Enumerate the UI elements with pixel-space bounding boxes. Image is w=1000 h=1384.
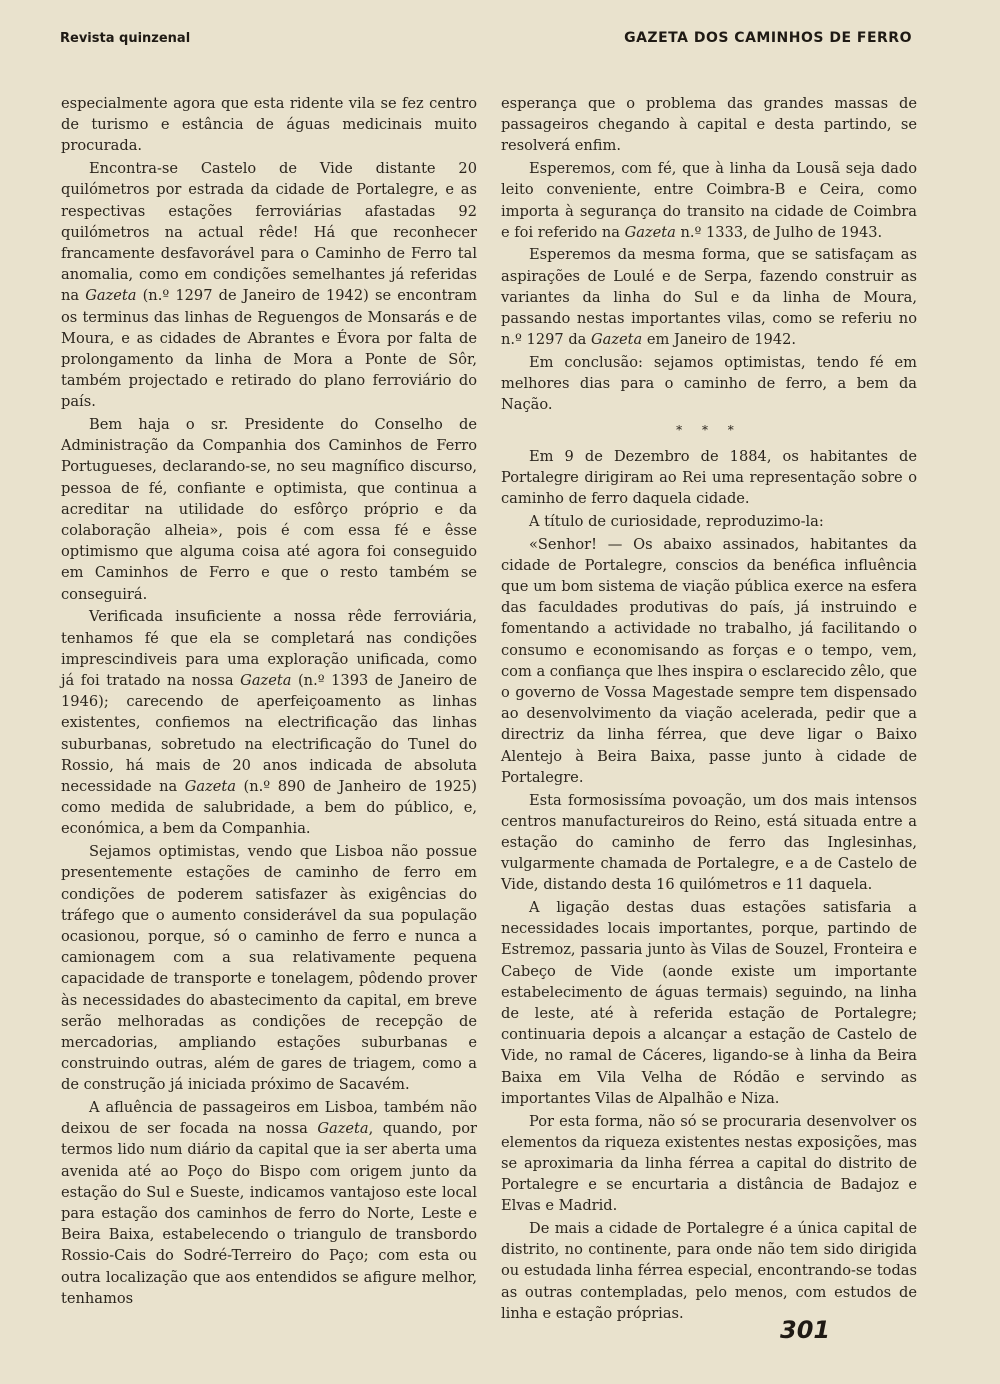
paragraph: Por esta forma, não só se procuraria desenvolver os elementos da riqueza existentes nestas exposições, mas se aproximaria da linha férrea a capital do distrito de Portalegre e se encurtaria a distância de Badajoz e Elvas e Madrid. (501, 1112, 917, 1215)
left-column (61, 93, 477, 1311)
paragraph: Esta formosissíma povoação, um dos mais intensos centros manufactureiros do Reino, está situada entre a estação do caminho de ferro das Inglesinhas, vulgarmente chamada de Portalegre, e a de Castelo de Vide, distando desta 16 quilómetros e 11 daquela. (501, 791, 917, 894)
paragraph: Esperemos da mesma forma, que se satisfaçam as aspirações de Loulé e de Serpa, fazendo construir as variantes da linha do Sul e da linha de Moura, passando nestas importantes vilas, como se referiu no n.º 1297 da Gazeta em Janeiro de 1942. (501, 246, 917, 349)
paragraph: Encontra-se Castelo de Vide distante 20 quilómetros por estrada da cidade de Portalegre, e as respectivas estações ferroviárias afastadas 92 quilómetros na actual rêde! Há que reconhecer francamente desfavorável para o Caminho de Ferro tal anomalia, como em condições semelhantes já referidas na Gazeta (n.º 1297 de Janeiro de 1942) se encontram os terminus das linhas de Reguengos de Monsarás e de Moura, e as cidades de Abrantes e Évora por falta de prolongamento da linha de Mora a Ponte de Sôr, também projectado e retirado do plano ferroviário do país. (61, 160, 477, 411)
paragraph: Verificada insuficiente a nossa rêde ferroviária, tenhamos fé que ela se completará nas condições imprescindiveis para uma exploração unificada, como já foi tratado na nossa Gazeta (n.º 1393 de Janeiro de 1946); carecendo de aperfeiçoamento as linhas existentes, confiemos na electrificação das linhas suburbanas, sobretudo na electrificação do Tunel do Rossio, há mais de 20 anos indicada de absoluta necessidade na Gazeta (n.º 890 de Janheiro de 1925) como medida de salubridade, a bem do público, e, económica, a bem da Companhia. (61, 608, 477, 838)
paragraph: Esperemos, com fé, que à linha da Lousã seja dado leito conveniente, entre Coimbra-B e Ceira, como importa à segurança do transito na cidade de Coimbra e foi referido na Gazeta n.º 1333, de Julho de 1943. (501, 160, 917, 241)
paragraph: esperança que o problema das grandes massas de passageiros chegando à capital e desta partindo, se resolverá enfim. (501, 95, 917, 155)
paragraph: A afluência de passageiros em Lisboa, também não deixou de ser focada na nossa Gazeta, quando, por termos lido num diário da capital que ia ser aberta uma avenida até ao Poço do Bispo com origem junto da estação do Sul e Sueste, indicamos vantajoso este local para estação dos caminhos de ferro do Norte, Leste e Beira Baixa, estabelecendo o triangulo de transbordo Rossio-Cais do Sodré-Terreiro do Paço; com esta ou outra localização que aos entendidos se afigure melhor, tenhamos (61, 1099, 477, 1307)
paragraph: De mais a cidade de Portalegre é a única capital de distrito, no continente, para onde não tem sido dirigida ou estudada linha férrea especial, encontrando-se todas as outras contempladas, pelo menos, com estudos de linha e estação próprias. (501, 1220, 917, 1322)
page-number: 301 (780, 1316, 831, 1344)
header-publication-title: GAZETA DOS CAMINHOS DE FERRO (624, 30, 912, 46)
paragraph: «Senhor! — Os abaixo assinados, habitantes da cidade de Portalegre, conscios da benéfica influência que um bom sistema de viação pública exerce na esfera das faculdades produtivas do país, já instruindo e fomentando a actividade no trabalho, já facilitando o consumo e economisando as forças e o tempo, vem, com a confiança que lhes inspira o esclarecido zêlo, que o governo de Vossa Magestade sempre tem dispensado ao desenvolvimento da viação acelerada, pedir que a directriz da linha férrea, que deve ligar o Baixo Alentejo à Beira Baixa, passe junto à cidade de Portalegre. (501, 535, 917, 786)
paragraph: A ligação destas duas estações satisfaria a necessidades locais importantes, porque, partindo de Estremoz, passaria junto às Vilas de Souzel, Fronteira e Cabeço de Vide (aonde existe um importante estabelecimento de águas termais) seguindo, na linha de leste, até à referida estação de Portalegre; continuaria depois a alcançar a estação de Castelo de Vide, no ramal de Cáceres, ligando-se à linha da Beira Baixa em Vila Velha de Ródão e servindo as importantes Vilas de Alpalhão e Niza. (501, 899, 917, 1107)
right-column (501, 93, 917, 1326)
paragraph: Em 9 de Dezembro de 1884, os habitantes de Portalegre dirigiram ao Rei uma representação sobre o caminho de ferro daquela cidade. (501, 447, 917, 508)
paragraph: A título de curiosidade, reproduzimo-la: (529, 512, 824, 530)
header-section-title: Revista quinzenal (60, 31, 191, 46)
paragraph: Em conclusão: sejamos optimistas, tendo fé em melhores dias para o caminho de ferro, a bem da Nação. (501, 353, 917, 414)
paragraph: Bem haja o sr. Presidente do Conselho de Administração da Companhia dos Caminhos de Ferro Portugueses, declarando-se, no seu magnífico discurso, pessoa de fé, confiante e optimista, que continua a acreditar na utilidade do esfôrço próprio e da colaboração alheia», pois é com essa fé e êsse optimismo que alguma coisa até agora foi conseguido em Caminhos de Ferro e que o resto também se conseguirá. (61, 416, 477, 603)
paragraph: especialmente agora que esta ridente vila se fez centro de turismo e estância de águas medicinais muito procurada. (61, 95, 477, 155)
paragraph: Sejamos optimistas, vendo que Lisboa não possue presentemente estações de caminho de ferro em condições de poderem satisfazer às exigências do tráfego que o aumento considerável da sua população ocasionou, porque, só o caminho de ferro e nunca a camionagem com a sua relativamente pequena capacidade de transporte e tonelagem, pôdendo prover às necessidades do abastecimento da capital, em breve serão melhoradas as condições de recepção de mercadorias, ampliando estações suburbanas e construindo outras, além de gares de triagem, como a de construção já iniciada próximo de Sacavém. (61, 843, 477, 1094)
section-separator: * * * (676, 422, 742, 437)
running-header (60, 30, 912, 46)
